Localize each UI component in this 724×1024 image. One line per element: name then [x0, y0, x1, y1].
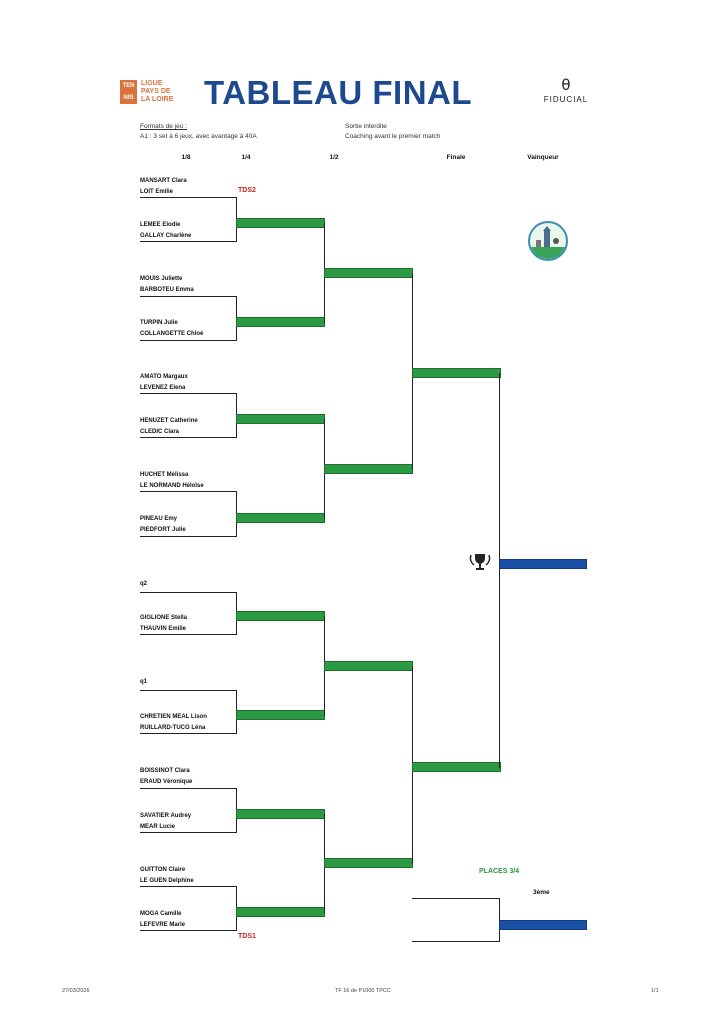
player-name: LE NORMAND Héloïse — [140, 483, 204, 489]
bracket-line — [140, 241, 237, 242]
final-result-bar — [412, 368, 501, 378]
player-name: PIEDFORT Julie — [140, 527, 186, 533]
logo-box-bottom: NIS — [123, 95, 134, 101]
logo-text — [141, 80, 201, 104]
bracket-line — [140, 930, 237, 931]
footer-page: 1/1 — [651, 988, 659, 994]
player-name: HUCHET Mélissa — [140, 472, 189, 478]
sf-result-bar — [324, 464, 413, 474]
exit-rule: Sortie interdite — [345, 123, 387, 130]
club-logo — [528, 221, 568, 261]
final-result-bar — [412, 762, 501, 772]
bracket-line — [140, 340, 237, 341]
player-name: GIGLIONE Stella — [140, 615, 188, 621]
bracket-line — [140, 197, 237, 198]
sf-result-bar — [324, 661, 413, 671]
player-name: THAUVIN Emilie — [140, 626, 187, 632]
player-name: LEFEVRE Marie — [140, 922, 186, 928]
bracket-line — [140, 491, 237, 492]
player-name: PINEAU Emy — [140, 516, 178, 522]
player-name: MOUIS Juliette — [140, 276, 183, 282]
sf-result-bar — [324, 268, 413, 278]
bracket-line — [140, 733, 237, 734]
bracket-line — [140, 592, 237, 593]
player-name: BARBOTEU Emma — [140, 287, 194, 293]
sf-result-bar — [324, 858, 413, 868]
player-name: LE GUEN Delphine — [140, 878, 194, 884]
footer-event: TF 16 de P1000 TPCC — [335, 988, 391, 994]
player-name: HENUZET Catherine — [140, 418, 198, 424]
trophy-icon — [468, 551, 492, 573]
winner-bar — [499, 559, 587, 569]
player-name: SAVATIER Audrey — [140, 813, 192, 819]
league-logo — [120, 80, 210, 108]
qf-result-bar — [236, 907, 325, 917]
player-name: RUILLARD-TUCO Léna — [140, 725, 206, 731]
third-place-label: 3ème — [533, 889, 550, 896]
player-name: q1 — [140, 679, 148, 685]
bracket-line — [140, 437, 237, 438]
col-header-qf: 1/4 — [241, 154, 251, 161]
player-name: GALLAY Charlène — [140, 233, 192, 239]
bracket-line — [140, 634, 237, 635]
bracket-line — [140, 296, 237, 297]
sponsor-mark-icon: θ — [561, 76, 571, 94]
col-header-winner: Vainqueur — [527, 154, 559, 161]
bracket-line — [499, 373, 500, 768]
player-name: AMATO Margaux — [140, 374, 188, 380]
places-label: PLACES 3/4 — [479, 868, 520, 875]
coaching-rule: Coaching avant le premier match — [345, 133, 441, 140]
player-name: q2 — [140, 581, 148, 587]
col-header-final: Finale — [446, 154, 466, 161]
logo-line3: LA LOIRE — [141, 96, 174, 103]
qf-result-bar — [236, 317, 325, 327]
seed-bottom: TDS1 — [238, 933, 256, 940]
player-name: TURPIN Julie — [140, 320, 178, 326]
player-name: BOISSINOT Clara — [140, 768, 190, 774]
player-name: MEAR Lucie — [140, 824, 176, 830]
sponsor-name: FIDUCIAL — [543, 95, 589, 104]
logo-line1: LIGUE — [141, 80, 163, 87]
qf-result-bar — [236, 414, 325, 424]
formats-label: Formats de jeu : — [140, 123, 187, 130]
col-header-sf: 1/2 — [329, 154, 339, 161]
bracket-line — [412, 941, 500, 942]
format-text: A1 : 3 set à 6 jeux, avec avantage à 40A — [140, 133, 257, 140]
seed-top: TDS2 — [238, 187, 256, 194]
bracket-line — [140, 690, 237, 691]
bracket-line — [140, 393, 237, 394]
player-name: MOGA Camille — [140, 911, 182, 917]
tennis-logo-box — [120, 80, 137, 104]
sponsor-logo — [536, 78, 596, 104]
club-logo-icon — [530, 223, 566, 259]
bracket-line — [140, 832, 237, 833]
logo-box-top: TEN — [122, 83, 135, 89]
page-title: TABLEAU FINAL — [204, 74, 473, 111]
qf-result-bar — [236, 809, 325, 819]
player-name: LOIT Emilie — [140, 189, 174, 195]
player-name: CLEDIC Clara — [140, 429, 180, 435]
player-name: LEVENEZ Elena — [140, 385, 186, 391]
col-header-r16: 1/8 — [181, 154, 191, 161]
qf-result-bar — [236, 218, 325, 228]
player-name: MANSART Clara — [140, 178, 187, 184]
player-name: GUITTON Claire — [140, 867, 186, 873]
qf-result-bar — [236, 513, 325, 523]
bracket-line — [140, 536, 237, 537]
third-place-bar — [499, 920, 587, 930]
qf-result-bar — [236, 710, 325, 720]
qf-result-bar — [236, 611, 325, 621]
bracket-line — [140, 886, 237, 887]
logo-line2: PAYS DE — [141, 88, 171, 95]
footer-date: 27/03/2026 — [62, 988, 90, 994]
player-name: LEMEE Elodie — [140, 222, 181, 228]
bracket-line — [140, 788, 237, 789]
player-name: ERAUD Véronique — [140, 779, 193, 785]
bracket-line — [412, 898, 500, 899]
player-name: CHRETIEN MEAL Lison — [140, 714, 207, 720]
player-name: COLLANGETTE Chloé — [140, 331, 204, 337]
